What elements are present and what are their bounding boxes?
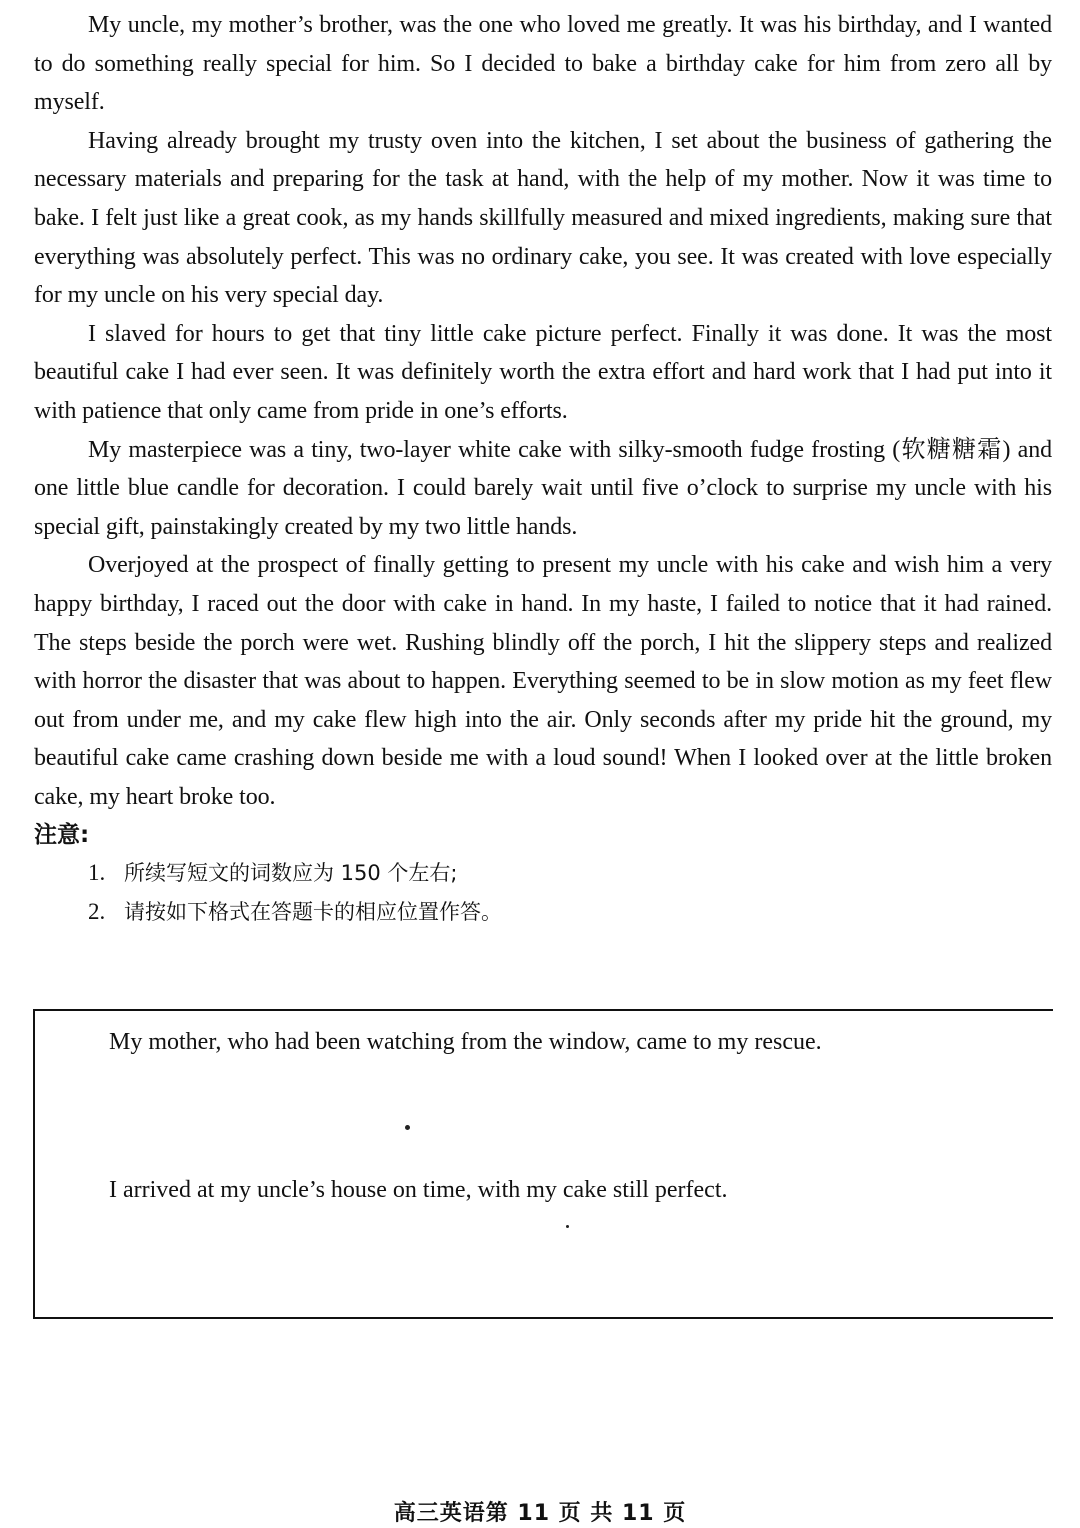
stray-dot <box>566 1225 569 1228</box>
note-number: 2. <box>88 898 106 924</box>
continuation-opening-1: My mother, who had been watching from the window, came to my rescue. <box>109 1029 822 1055</box>
note-item-2 <box>34 893 1052 932</box>
note-item-1 <box>34 854 1052 893</box>
answer-box <box>33 1009 1053 1319</box>
passage <box>34 6 1052 931</box>
paragraph-4: My masterpiece was a tiny, two-layer white cake with silky-smooth fudge frosting (软糖糖霜) and one little blue candle for decoration. I could barely wait until five o’clock to surprise my uncle with his special gift, painstakingly created by my two little hands. <box>34 436 1052 540</box>
note-text: 请按如下格式在答题卡的相应位置作答。 <box>124 899 502 924</box>
paragraph-1: My uncle, my mother’s brother, was the one who loved me greatly. It was his birthday, and I wanted to do something really special for him. So I decided to bake a birthday cake for him from zero all by myself. <box>34 12 1052 116</box>
paragraph-2: Having already brought my trusty oven into the kitchen, I set about the business of gathering the necessary materials and preparing for the task at hand, with the help of my mother. Now it was time to bake. I felt just like a great cook, as my hands skillfully measured and mixed ingredients, making sure that everything was absolutely perfect. This was no ordinary cake, you see. It was created with love especially for my uncle on his very special day. <box>34 127 1052 309</box>
continuation-opening-2: I arrived at my uncle’s house on time, with my cake still perfect. <box>109 1177 728 1203</box>
paragraph-3: I slaved for hours to get that tiny little cake picture perfect. Finally it was done. It was the most beautiful cake I had ever seen. It was definitely worth the extra effort and hard work that I had put into it with patience that only came from pride in one’s efforts. <box>34 320 1052 424</box>
page-footer: 高三英语第 11 页 共 11 页 <box>393 1501 687 1526</box>
notes-title: 注意: <box>34 822 90 849</box>
stray-dot <box>405 1125 410 1130</box>
note-text: 所续写短文的词数应为 150 个左右; <box>124 861 458 886</box>
note-number: 1. <box>88 860 106 886</box>
paragraph-5: Overjoyed at the prospect of finally getting to present my uncle with his cake and wish him a very happy birthday, I raced out the door with cake in hand. In my haste, I failed to notice that it had rained. The steps beside the porch were wet. Rushing blindly off the porch, I hit the slippery steps and realized with horror the disaster that was about to happen. Everything seemed to be in slow motion as my feet flew out from under me, and my cake flew high into the air. Only seconds after my pride hit the ground, my beautiful cake came crashing down beside me with a loud sound! When I looked over at the little broken cake, my heart broke too. <box>34 552 1052 810</box>
